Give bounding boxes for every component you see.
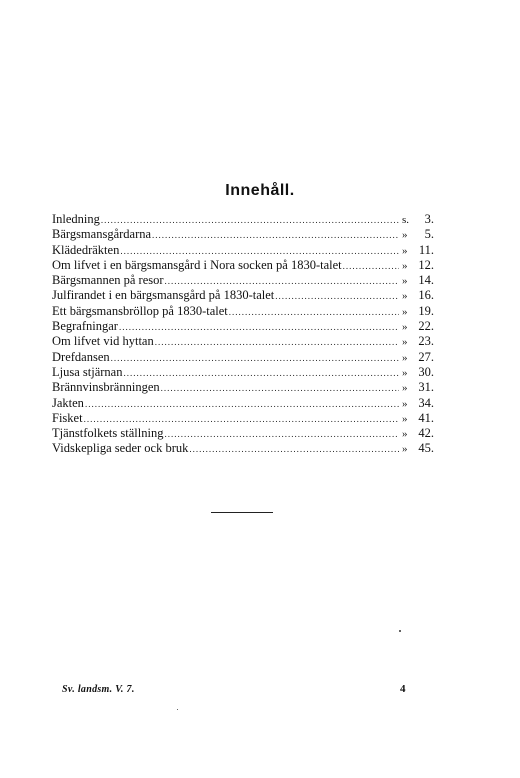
toc-page-number: 19. [418,303,434,318]
dot-leader [164,427,399,442]
dot-leader [85,397,399,412]
toc-entry-title: Jakten [52,395,84,410]
toc-entry [52,380,434,395]
dot-leader [101,213,399,228]
toc-page-marker: » [402,336,408,349]
toc-entry-title: Bärgsmansgårdarna [52,227,152,242]
dot-leader [111,351,399,366]
toc-entry [52,365,434,380]
toc-page-marker: » [402,290,408,303]
toc-entry [52,227,434,242]
toc-page-marker: » [402,428,408,441]
dot-leader [161,381,399,396]
toc-page-marker: » [402,244,408,257]
toc-entry-title: Tjänstfolkets ställning [52,426,164,441]
toc-page-number: 27. [418,349,434,364]
dot-leader [155,335,399,350]
dot-leader [123,366,399,381]
dot-leader [165,274,399,289]
section-divider [211,512,273,513]
toc-page-number: 22. [418,319,434,334]
dot-leader [343,259,399,274]
toc-entry-title: Begrafningar [52,319,118,334]
toc-entry [52,334,434,349]
toc-page-marker: » [402,305,408,318]
toc-entry-title: Fisket [52,410,83,425]
toc-page-marker: » [402,229,408,242]
toc-page-number: 12. [418,257,434,272]
toc-page-number: 14. [418,273,434,288]
toc-page-marker: » [402,443,408,456]
toc-page-number: 41. [418,410,434,425]
dot-leader [275,289,399,304]
page-title: Innehåll. [225,182,295,199]
toc-page-number: 3. [424,212,434,226]
toc-entry [52,350,434,365]
dot-leader [84,412,399,427]
toc-entry-title: Vidskepliga seder ock bruk [52,441,189,456]
dot-leader [120,244,399,259]
toc-entry-title: Om lifvet i en bärgsmansgård i Nora socken på 1830-talet [52,257,342,272]
toc-page-marker: s. [402,214,410,226]
toc-entry-title: Om lifvet vid hyttan [52,334,154,349]
sheet-number: 4 [400,683,406,695]
table-of-contents [52,212,434,457]
toc-page-number: 11. [418,242,434,257]
toc-entry-title: Ett bärgsmansbröllop på 1830-talet [52,303,228,318]
toc-entry-title: Brännvinsbränningen [52,380,160,395]
dot-leader [189,442,399,457]
printer-signature: Sv. landsm. V. 7. [62,684,135,695]
toc-entry [52,396,434,411]
toc-page-number: 16. [418,288,434,303]
dot-leader [152,228,399,243]
toc-page-number: 23. [418,334,434,349]
toc-entry [52,304,434,319]
toc-page-marker: » [402,321,408,334]
toc-page-marker: » [402,351,408,364]
toc-page-number: 5. [424,227,434,242]
toc-page-number: 30. [418,364,434,379]
toc-entry [52,441,434,456]
dot-leader [229,305,399,320]
toc-page-marker: » [402,412,408,425]
dot-leader [119,320,399,335]
toc-entry [52,258,434,273]
toc-page-marker: » [402,366,408,379]
toc-entry [52,212,434,227]
toc-page-number: 42. [418,426,434,441]
toc-entry-title: Ljusa stjärnan [52,364,123,379]
toc-page-number: 45. [418,441,434,456]
toc-entry [52,288,434,303]
toc-entry-title: Klädedräkten [52,242,120,257]
toc-entry-title: Inledning [52,212,100,226]
toc-entry [52,426,434,441]
toc-entry-title: Bärgsmannen på resor [52,273,164,288]
toc-entry [52,411,434,426]
toc-page-marker: » [402,259,408,272]
toc-page-marker: » [402,397,408,410]
toc-page-number: 34. [418,395,434,410]
toc-page-marker: » [402,382,408,395]
toc-entry-title: Julfirandet i en bärgsmansgård på 1830-talet [52,288,275,303]
toc-page-marker: » [402,275,408,288]
ink-speck [177,709,178,710]
ink-speck [399,630,401,632]
toc-entry [52,273,434,288]
toc-entry-title: Drefdansen [52,349,110,364]
toc-entry [52,319,434,334]
toc-page-number: 31. [418,380,434,395]
toc-entry [52,243,434,258]
